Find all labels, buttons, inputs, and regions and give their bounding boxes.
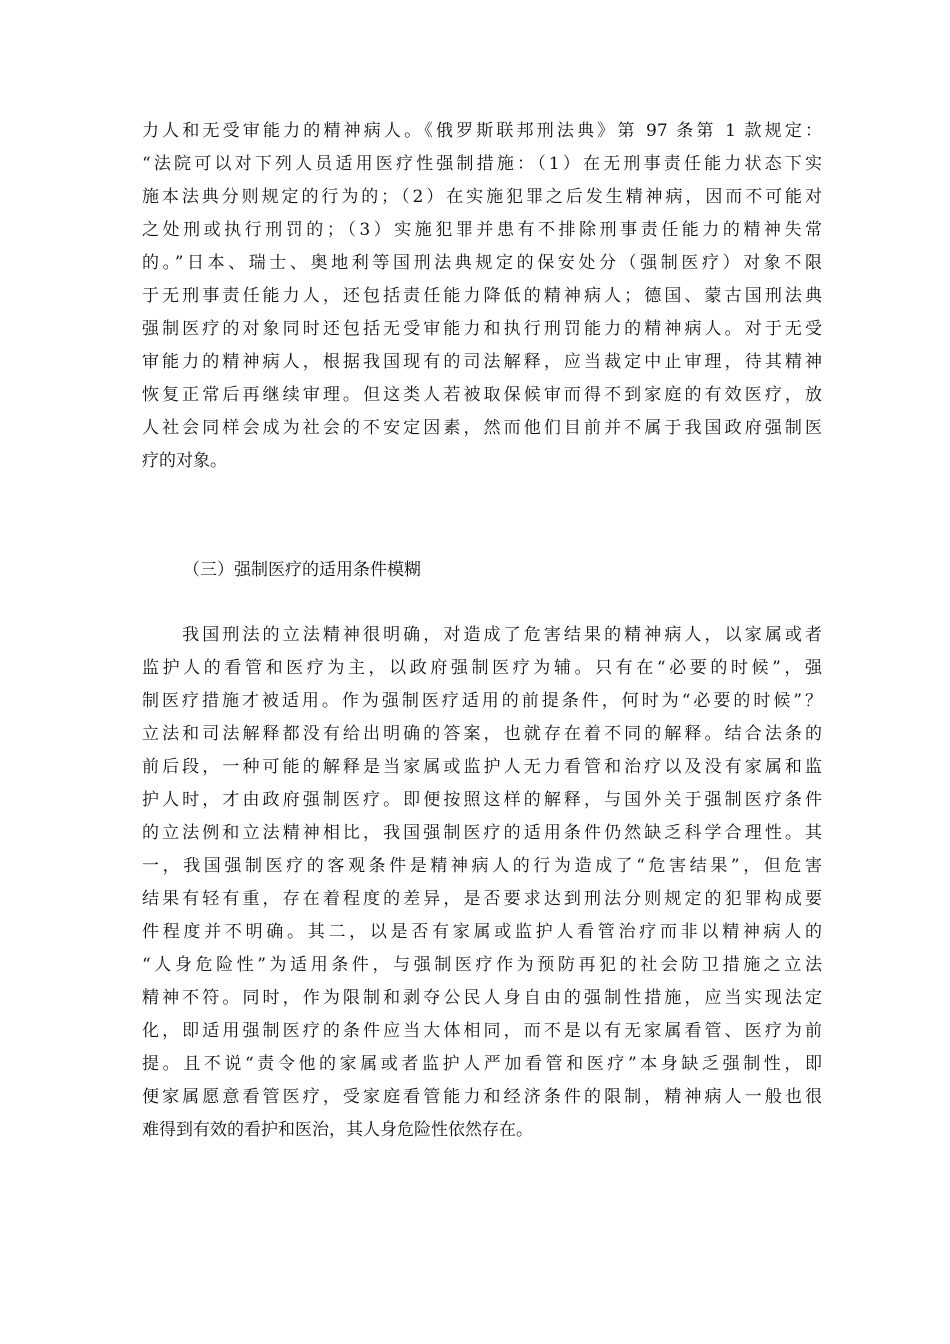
text-line: 结果有轻有重，存在着程度的差异，是否要求达到刑法分则规定的犯罪构成要 [142,889,822,909]
text-line: 监护人的看管和医疗为主，以政府强制医疗为辅。只有在“必要的时候”，强 [142,658,822,678]
text-line: 一，我国强制医疗的客观条件是精神病人的行为造成了“危害结果”，但危害 [142,856,822,876]
text-line: 立法和司法解释都没有给出明确的答案，也就存在着不同的解释。结合法条的 [142,724,822,744]
text-line: 化，即适用强制医疗的条件应当大体相同，而不是以有无家属看管、医疗为前 [142,1021,822,1041]
text-line: 护人时，才由政府强制医疗。即便按照这样的解释，与国外关于强制医疗条件 [142,790,822,810]
text-line: 我国刑法的立法精神很明确，对造成了危害结果的精神病人，以家属或者 [142,625,822,645]
text-line: 疗的对象。 [142,451,227,471]
text-line: 精神不符。同时，作为限制和剥夺公民人身自由的强制性措施，应当实现法定 [142,988,822,1008]
text-line: 前后段，一种可能的解释是当家属或监护人无力看管和治疗以及没有家属和监 [142,757,822,777]
paragraph-application-conditions [142,619,822,1147]
text-line: 恢复正常后再继续审理。但这类人若被取保候审而得不到家庭的有效医疗，放 [142,385,822,405]
text-line: 便家属愿意看管医疗，受家庭看管能力和经济条件的限制，精神病人一般也很 [142,1087,822,1107]
text-line: 件程度并不明确。其二，以是否有家属或监护人看管治疗而非以精神病人的 [142,922,822,942]
text-line: 施本法典分则规定的行为的；（2）在实施犯罪之后发生精神病，因而不可能对 [142,187,822,207]
text-line: “法院可以对下列人员适用医疗性强制措施：（1）在无刑事责任能力状态下实 [142,154,822,174]
text-line: 的。”日本、瑞士、奥地利等国刑法典规定的保安处分（强制医疗）对象不限 [142,253,822,273]
text-line: 人社会同样会成为社会的不安定因素，然而他们目前并不属于我国政府强制医 [142,418,822,438]
paragraph-foreign-law [142,115,822,478]
text-line: 于无刑事责任能力人，还包括责任能力降低的精神病人；德国、蒙古国刑法典 [142,286,822,306]
text-line: 提。且不说“责令他的家属或者监护人严加看管和医疗”本身缺乏强制性，即 [142,1054,822,1074]
text-line: 之处刑或执行刑罚的；（3）实施犯罪并患有不排除刑事责任能力的精神失常 [142,220,822,240]
text-line: 的立法例和立法精神相比，我国强制医疗的适用条件仍然缺乏科学合理性。其 [142,823,822,843]
text-line: 审能力的精神病人，根据我国现有的司法解释，应当裁定中止审理，待其精神 [142,352,822,372]
text-line: 难得到有效的看护和医治，其人身危险性依然存在。 [142,1120,533,1140]
text-line: “人身危险性”为适用条件，与强制医疗作为预防再犯的社会防卫措施之立法 [142,955,822,975]
text-line: 力人和无受审能力的精神病人。《俄罗斯联邦刑法典》第 97 条第 1 款规定： [142,121,822,141]
text-line: 制医疗措施才被适用。作为强制医疗适用的前提条件，何时为“必要的时候”？ [142,691,822,711]
section-heading: （三）强制医疗的适用条件模糊 [183,560,421,580]
text-line: 强制医疗的对象同时还包括无受审能力和执行刑罚能力的精神病人。对于无受 [142,319,822,339]
